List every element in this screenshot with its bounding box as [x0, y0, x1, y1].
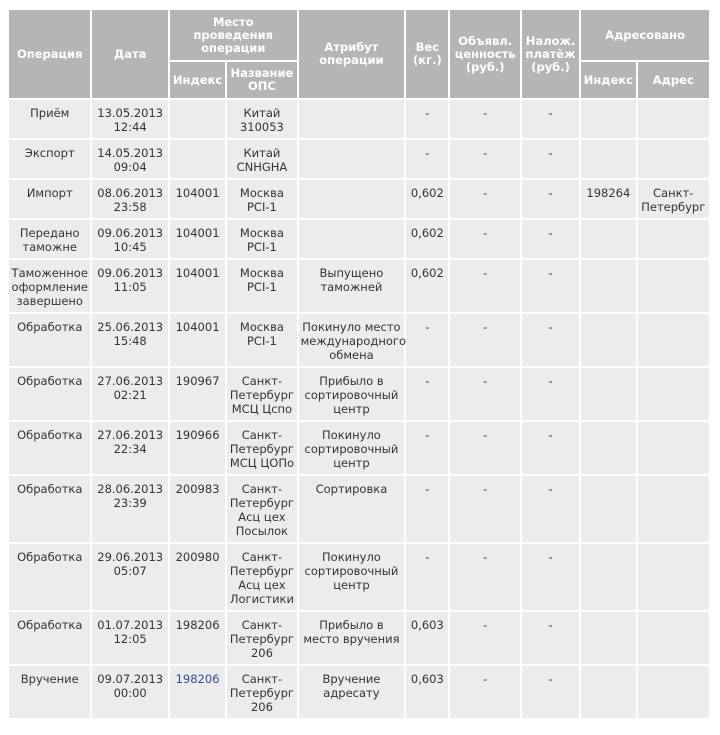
cod-cell: -	[522, 140, 579, 178]
addr-index-cell	[581, 314, 635, 366]
office-name-cell: Санкт-Петербург Асц цех Логистики	[227, 544, 296, 610]
office-name-cell: Москва PCI-1	[227, 180, 296, 218]
declared-value-cell: -	[450, 368, 519, 420]
weight-cell: 0,602	[406, 220, 448, 258]
operation-cell: Передано таможне	[9, 220, 90, 258]
operation-cell: Обработка	[9, 422, 90, 474]
date-cell: 09.07.2013 00:00	[92, 666, 167, 718]
table-row	[9, 422, 709, 474]
addr-index-cell	[581, 422, 635, 474]
index-cell: 104001	[170, 220, 225, 258]
attribute-cell: Покинуло место международного обмена	[299, 314, 405, 366]
table-row	[9, 612, 709, 664]
table-row	[9, 368, 709, 420]
weight-cell: -	[406, 314, 448, 366]
cod-cell: -	[522, 260, 579, 312]
addr-index-cell	[581, 140, 635, 178]
declared-value-cell: -	[450, 140, 519, 178]
operation-cell: Обработка	[9, 544, 90, 610]
weight-cell: 0,603	[406, 666, 448, 718]
addr-address-cell	[638, 260, 710, 312]
attribute-cell: Покинуло сортировочный центр	[299, 422, 405, 474]
addr-address-cell	[638, 220, 710, 258]
weight-cell: -	[406, 100, 448, 138]
addr-index-cell	[581, 100, 635, 138]
addr-address-cell	[638, 100, 710, 138]
date-cell: 27.06.2013 02:21	[92, 368, 167, 420]
table-row	[9, 260, 709, 312]
addr-index-cell: 198264	[581, 180, 635, 218]
office-name-cell: Санкт-Петербург Асц цех Посылок	[227, 476, 296, 542]
office-name-cell: Москва PCI-1	[227, 220, 296, 258]
index-link[interactable]: 198206	[170, 666, 225, 718]
header-cod: Налож. платёж (руб.)	[522, 10, 579, 98]
office-name-cell: Москва PCI-1	[227, 314, 296, 366]
weight-cell: -	[406, 368, 448, 420]
table-row	[9, 314, 709, 366]
table-row	[9, 476, 709, 542]
header-operation: Операция	[9, 10, 90, 98]
addr-address-cell	[638, 368, 710, 420]
header-weight: Вес (кг.)	[406, 10, 448, 98]
index-cell: 198206	[170, 612, 225, 664]
declared-value-cell: -	[450, 180, 519, 218]
declared-value-cell: -	[450, 100, 519, 138]
cod-cell: -	[522, 180, 579, 218]
index-cell: 104001	[170, 260, 225, 312]
office-name-cell: Санкт-Петербург 206	[227, 666, 296, 718]
table-row	[9, 666, 709, 718]
cod-cell: -	[522, 220, 579, 258]
header-addr-index: Индекс	[581, 62, 635, 98]
date-cell: 14.05.2013 09:04	[92, 140, 167, 178]
cod-cell: -	[522, 612, 579, 664]
office-name-cell: Санкт-Петербург МСЦ ЦОПо	[227, 422, 296, 474]
tracking-table	[7, 8, 711, 720]
declared-value-cell: -	[450, 544, 519, 610]
cod-cell: -	[522, 666, 579, 718]
index-cell	[170, 100, 225, 138]
attribute-cell: Прибыло в место вручения	[299, 612, 405, 664]
addr-address-cell	[638, 314, 710, 366]
operation-cell: Обработка	[9, 476, 90, 542]
attribute-cell	[299, 140, 405, 178]
header-place: Место проведения операции	[170, 10, 297, 60]
office-name-cell: Москва PCI-1	[227, 260, 296, 312]
index-cell: 190967	[170, 368, 225, 420]
attribute-cell: Покинуло сортировочный центр	[299, 544, 405, 610]
office-name-cell: Китай CNHGHA	[227, 140, 296, 178]
operation-cell: Импорт	[9, 180, 90, 218]
operation-cell: Таможенное оформление завершено	[9, 260, 90, 312]
addr-index-cell	[581, 368, 635, 420]
date-cell: 13.05.2013 12:44	[92, 100, 167, 138]
index-cell: 190966	[170, 422, 225, 474]
office-name-cell: Санкт-Петербург МСЦ Цспо	[227, 368, 296, 420]
weight-cell: 0,602	[406, 180, 448, 218]
addr-address-cell: Санкт-Петербург	[638, 180, 710, 218]
declared-value-cell: -	[450, 476, 519, 542]
attribute-cell	[299, 220, 405, 258]
date-cell: 28.06.2013 23:39	[92, 476, 167, 542]
office-name-cell: Санкт-Петербург 206	[227, 612, 296, 664]
addr-index-cell	[581, 260, 635, 312]
cod-cell: -	[522, 100, 579, 138]
date-cell: 27.06.2013 22:34	[92, 422, 167, 474]
index-cell: 104001	[170, 180, 225, 218]
addr-address-cell	[638, 140, 710, 178]
table-row	[9, 140, 709, 178]
declared-value-cell: -	[450, 422, 519, 474]
attribute-cell	[299, 180, 405, 218]
addr-index-cell	[581, 476, 635, 542]
weight-cell: -	[406, 544, 448, 610]
date-cell: 09.06.2013 11:05	[92, 260, 167, 312]
attribute-cell: Сортировка	[299, 476, 405, 542]
cod-cell: -	[522, 422, 579, 474]
addr-address-cell	[638, 422, 710, 474]
header-place-name: Название ОПС	[227, 62, 296, 98]
weight-cell: 0,603	[406, 612, 448, 664]
cod-cell: -	[522, 544, 579, 610]
addr-index-cell	[581, 666, 635, 718]
addr-address-cell	[638, 476, 710, 542]
office-name-cell: Китай 310053	[227, 100, 296, 138]
table-row	[9, 220, 709, 258]
cod-cell: -	[522, 476, 579, 542]
header-place-index: Индекс	[170, 62, 225, 98]
operation-cell: Экспорт	[9, 140, 90, 178]
operation-cell: Обработка	[9, 612, 90, 664]
header-date: Дата	[92, 10, 167, 98]
operation-cell: Обработка	[9, 368, 90, 420]
declared-value-cell: -	[450, 220, 519, 258]
header-addressed: Адресовано	[581, 10, 709, 60]
table-row	[9, 544, 709, 610]
header-declared-value: Объявл. ценность (руб.)	[450, 10, 519, 98]
addr-index-cell	[581, 220, 635, 258]
addr-address-cell	[638, 544, 710, 610]
operation-cell: Приём	[9, 100, 90, 138]
addr-index-cell	[581, 612, 635, 664]
index-cell: 200980	[170, 544, 225, 610]
addr-index-cell	[581, 544, 635, 610]
attribute-cell: Прибыло в сортировочный центр	[299, 368, 405, 420]
declared-value-cell: -	[450, 666, 519, 718]
attribute-cell	[299, 100, 405, 138]
index-cell: 200983	[170, 476, 225, 542]
date-cell: 29.06.2013 05:07	[92, 544, 167, 610]
addr-address-cell	[638, 666, 710, 718]
declared-value-cell: -	[450, 260, 519, 312]
cod-cell: -	[522, 368, 579, 420]
weight-cell: -	[406, 422, 448, 474]
attribute-cell: Выпущено таможней	[299, 260, 405, 312]
date-cell: 08.06.2013 23:58	[92, 180, 167, 218]
header-addr-address: Адрес	[638, 62, 710, 98]
attribute-cell: Вручение адресату	[299, 666, 405, 718]
operation-cell: Вручение	[9, 666, 90, 718]
date-cell: 01.07.2013 12:05	[92, 612, 167, 664]
date-cell: 09.06.2013 10:45	[92, 220, 167, 258]
table-row	[9, 100, 709, 138]
index-cell: 104001	[170, 314, 225, 366]
date-cell: 25.06.2013 15:48	[92, 314, 167, 366]
operation-cell: Обработка	[9, 314, 90, 366]
header-attribute: Атрибут операции	[299, 10, 405, 98]
weight-cell: -	[406, 140, 448, 178]
weight-cell: 0,602	[406, 260, 448, 312]
weight-cell: -	[406, 476, 448, 542]
declared-value-cell: -	[450, 314, 519, 366]
table-row	[9, 180, 709, 218]
addr-address-cell	[638, 612, 710, 664]
cod-cell: -	[522, 314, 579, 366]
declared-value-cell: -	[450, 612, 519, 664]
index-cell	[170, 140, 225, 178]
